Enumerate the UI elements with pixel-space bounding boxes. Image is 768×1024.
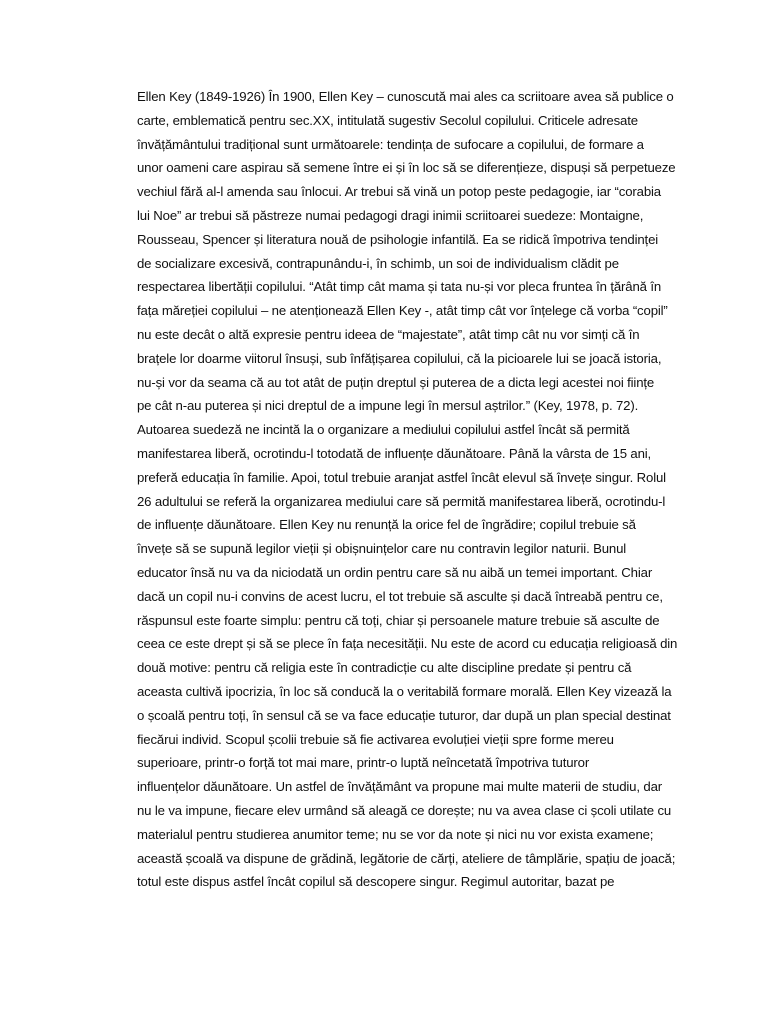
text-line: această școală va dispune de grădină, legătorie de cărți, ateliere de tâmplărie, spațiu de joacă;: [137, 850, 676, 866]
text-line: vechiul fără al-l amenda sau înlocui. Ar trebui să vină un potop peste pedagogie, iar “corabia: [137, 184, 661, 200]
text-line: brațele lor doarme viitorul însuși, sub înfățișarea copilului, că la picioarele lui se joacă istoria,: [137, 350, 662, 366]
text-line: preferă educația în familie. Apoi, totul trebuie aranjat astfel încât elevul să învețe singur. Rolul: [137, 469, 666, 485]
text-line: lui Noe” ar trebui să păstreze numai pedagogi dragi inimii scriitoarei suedeze: Montaigne,: [137, 207, 644, 223]
text-line: Rousseau, Spencer și literatura nouă de psihologie infantilă. Ea se ridică împotriva tendinței: [137, 231, 659, 247]
text-line: 26 adultului se referă la organizarea mediului care să permită manifestarea liberă, ocrotindu-l: [137, 493, 666, 509]
text-line: ceea ce este drept și să se plece în fața necesității. Nu este de acord cu educația religioasă din: [137, 636, 678, 652]
text-line: manifestarea liberă, ocrotindu-l totodată de influențe dăunătoare. Până la vârsta de 15 ani,: [137, 445, 652, 461]
text-line: de influențe dăunătoare. Ellen Key nu renunță la orice fel de îngrădire; copilul trebuie să: [137, 517, 636, 533]
text-line: răspunsul este foarte simplu: pentru că toți, chiar și persoanele mature trebuie să asculte de: [137, 612, 660, 628]
text-line: Autoarea suedeză ne incintă la o organizare a mediului copilului astfel încât să permită: [137, 422, 630, 438]
text-line: învățământului tradițional sunt următoarele: tendința de sufocare a copilului, de formare a: [137, 136, 644, 152]
text-line: nu-și vor da seama că au tot atât de puțin dreptul și puterea de a dicta legi acestei noi ființe: [137, 374, 655, 390]
text-line: unor oameni care aspirau să semene între ei și în loc să se diferențieze, dispuși să perpetueze: [137, 160, 676, 176]
text-line: educator însă nu va da niciodată un ordin pentru care să nu aibă un temei important. Chiar: [137, 564, 653, 580]
text-line: două motive: pentru că religia este în contradicție cu alte discipline predate și pentru că: [137, 660, 632, 676]
text-line: carte, emblematică pentru sec.XX, intitulată sugestiv Secolul copilului. Criticele adresate: [137, 112, 638, 128]
text-line: învețe să se supună legilor vieții și obișnuințelor care nu contravin legilor naturii. Bunul: [137, 541, 627, 557]
text-line: Ellen Key (1849-1926) În 1900, Ellen Key – cunoscută mai ales ca scriitoare avea să publice o: [137, 89, 674, 104]
text-line: nu le va impune, fiecare elev urmând să aleagă ce dorește; nu va avea clase ci școli utilate cu: [137, 802, 672, 818]
text-line: pe cât n-au puterea și nici dreptul de a impune legi în mersul aștrilor.” (Key, 1978, p. 72).: [137, 398, 639, 414]
text-line: aceasta cultivă ipocrizia, în loc să conducă la o veritabilă formare morală. Ellen Key vizează la: [137, 683, 672, 699]
text-line: materialul pentru studierea anumitor teme; nu se vor da note și nici nu vor exista examene;: [137, 826, 654, 842]
text-line: nu este decât o altă expresie pentru ideea de “majestate”, atât timp cât nu vor simți că în: [137, 326, 640, 342]
text-line: superioare, printr-o forță tot mai mare, printr-o luptă neîncetată împotriva tuturor: [137, 755, 590, 771]
text-line: de socializare excesivă, contrapunându-i, în schimb, un soi de individualism clădit pe: [137, 255, 619, 271]
text-line: respectarea libertății copilului. “Atât timp cât mama și tata nu-și vor pleca fruntea în țărână în: [137, 279, 662, 295]
text-line: o școală pentru toți, în sensul că se va face educație tuturor, dar după un plan special destinat: [137, 707, 671, 723]
body-text: [137, 85, 697, 894]
text-line: fața măreției copilului – ne atenționează Ellen Key -, atât timp cât vor înțelege că vorba “copil”: [137, 303, 668, 319]
text-line: influențelor dăunătoare. Un astfel de învățământ va propune mai multe materii de studiu, dar: [137, 779, 663, 795]
text-line: totul este dispus astfel încât copilul să descopere singur. Regimul autoritar, bazat pe: [137, 874, 615, 890]
text-line: dacă un copil nu-i convins de acest lucru, el tot trebuie să asculte și dacă întreabă pentru ce,: [137, 588, 663, 604]
text-line: fiecărui individ. Scopul școlii trebuie să fie activarea evoluției vieții spre forme mereu: [137, 731, 614, 747]
